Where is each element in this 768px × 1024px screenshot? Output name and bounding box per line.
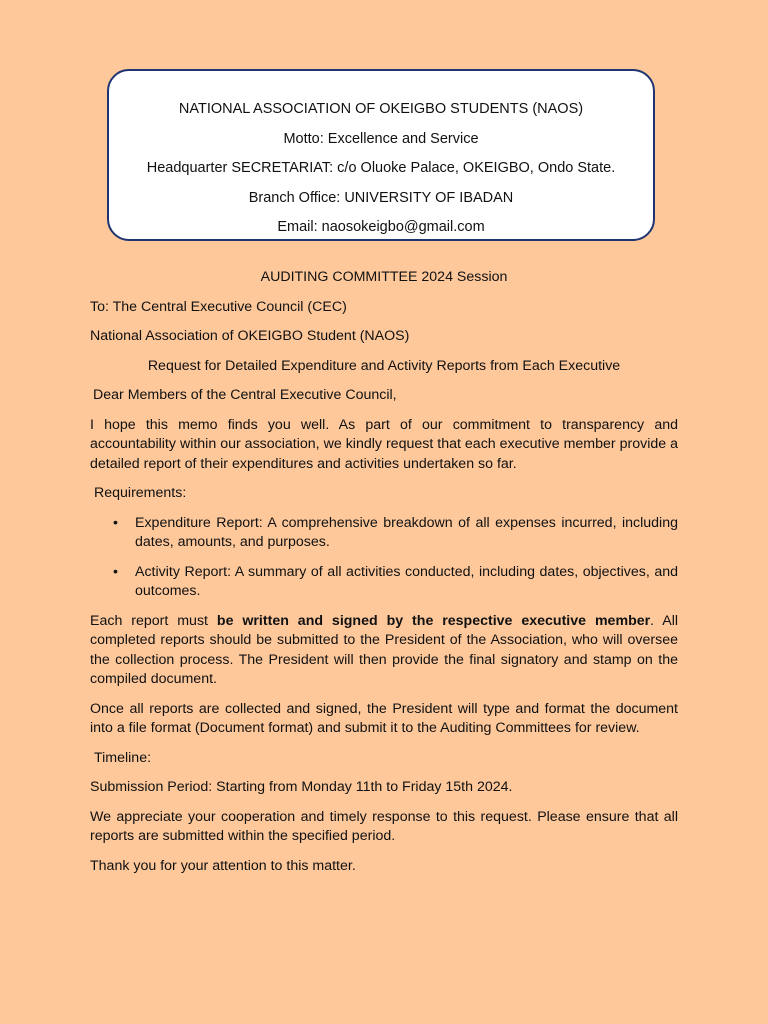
submission-mid: : Starting from <box>208 779 302 795</box>
memo-subject: Request for Detailed Expenditure and Activity Reports from Each Executive <box>147 357 621 374</box>
branch-office: Branch Office: UNIVERSITY OF IBADAN <box>248 189 514 206</box>
timeline-colon: : <box>147 749 152 766</box>
closing-paragraph: We appreciate your cooperation and timely response to this request. Please ensure that all reports are submitted within the specified period. <box>90 808 678 844</box>
bullet-text: : A comprehensive breakdown of all expenses incurred, including dates, amounts, and purposes. <box>135 514 678 550</box>
submission-label: Submission Period <box>90 779 209 795</box>
headquarter-address: Headquarter SECRETARIAT: c/o Oluoke Palace, OKEIGBO, Ondo State. <box>146 160 616 176</box>
recipient-line <box>90 298 678 318</box>
thank-you-line: Thank you for your attention to this matter. <box>90 857 356 874</box>
compilation-paragraph: Once all reports are collected and signed, the President will type and format the document into a file format (Document format) and submit it to the Auditing Committees for review. <box>90 700 678 736</box>
to-value: : The Central Executive Council (CEC) <box>104 298 347 315</box>
para1-end: . All completed reports should be submitted to the President of the Association, who will oversee the collection process. The President will then provide the final signatory and stamp on the compiled document. <box>90 612 678 687</box>
requirements-heading <box>90 484 678 504</box>
session-title: AUDITING COMMITTEE 2024 Session <box>260 269 508 285</box>
requirements-colon: : <box>182 485 187 501</box>
submission-dates: Monday 11th to Friday 15th <box>301 779 474 795</box>
letterhead-box <box>107 69 655 241</box>
bullet-icon: • <box>113 563 118 580</box>
submission-period <box>90 778 678 798</box>
email-address: Email: naosokeigbo@gmail.com <box>277 219 485 235</box>
association-name: NATIONAL ASSOCIATION OF OKEIGBO STUDENTS (NAOS) <box>178 101 584 117</box>
submission-end: 2024. <box>473 779 513 795</box>
timeline-heading <box>90 749 678 769</box>
bullet-title: Activity Report <box>135 563 228 580</box>
timeline-label: Timeline <box>94 749 148 766</box>
bullet-title: Expenditure Report <box>135 514 259 531</box>
recipient-organization: National Association of OKEIGBO Student (NAOS) <box>90 328 410 344</box>
report-instructions-paragraph <box>90 612 678 690</box>
memo-body <box>90 268 678 876</box>
requirements-label: Requirements <box>94 485 183 501</box>
motto: Motto: Excellence and Service <box>283 130 479 147</box>
bullet-text: : A summary of all activities conducted, including dates, objectives, and outcomes. <box>135 563 678 599</box>
to-label: To <box>90 298 105 315</box>
para1-emphasis: be written and signed by the respective executive member <box>216 612 651 629</box>
intro-paragraph: I hope this memo finds you well. As part of our commitment to transparency and accountability within our association, we kindly request that each executive member provide a detailed report of their expenditures and activities undertaken so far. <box>90 416 678 472</box>
salutation: Dear Members of the Central Executive Council, <box>93 387 397 403</box>
bullet-icon: • <box>113 514 118 531</box>
para1-start: Each report must <box>90 612 217 629</box>
list-item <box>90 514 678 553</box>
list-item <box>90 563 678 602</box>
